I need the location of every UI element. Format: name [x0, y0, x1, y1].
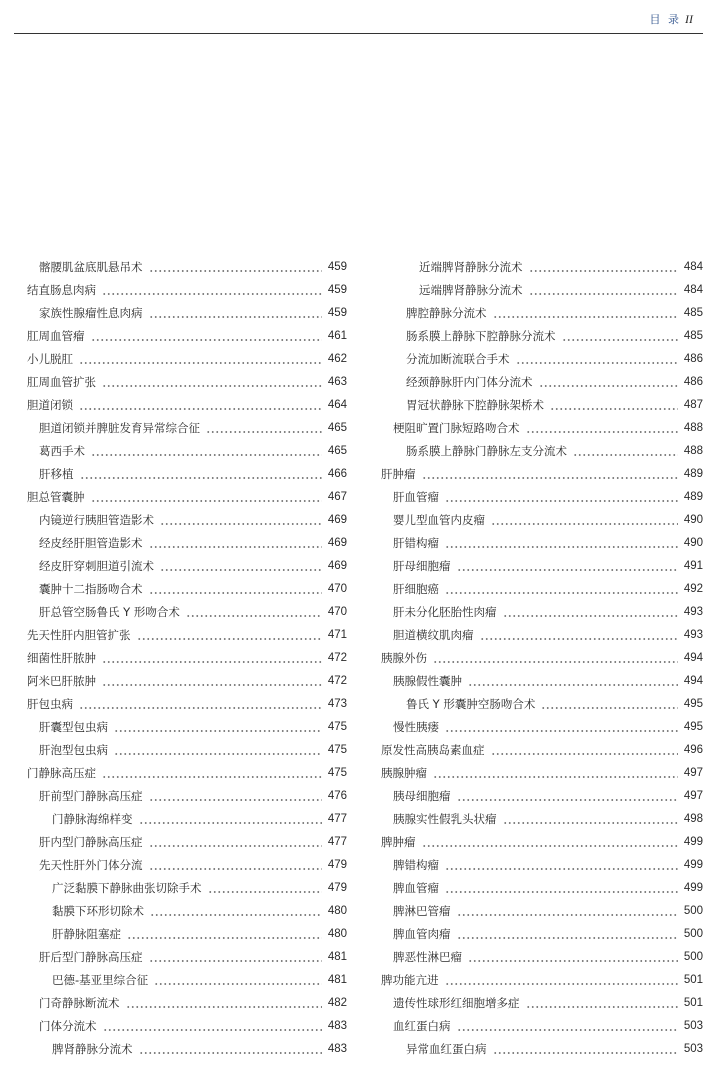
dot-leader [433, 647, 678, 670]
toc-entry-page: 481 [327, 974, 347, 986]
dot-leader [91, 486, 322, 509]
toc-entry-title: 肝囊型包虫病 [39, 720, 108, 734]
toc-entry-title: 远端脾肾静脉分流术 [419, 283, 523, 297]
toc-entry-title: 门静脉海绵样变 [52, 812, 133, 826]
toc-entry-page: 500 [683, 928, 703, 940]
toc-entry[interactable] [27, 923, 347, 946]
dot-leader [445, 486, 678, 509]
toc-entry[interactable] [27, 256, 347, 279]
toc-entry-page: 475 [327, 767, 347, 779]
dot-leader [139, 808, 322, 831]
toc-entry-title: 胰腺假性囊肿 [393, 674, 462, 688]
toc-entry-page: 493 [683, 629, 703, 641]
toc-entry[interactable] [27, 877, 347, 900]
toc-entry-title: 脾血管瘤 [393, 881, 439, 895]
toc-entry-title: 胃冠状静脉下腔静脉架桥术 [406, 398, 544, 412]
toc-entry-page: 472 [327, 675, 347, 687]
toc-entry-page: 476 [327, 790, 347, 802]
toc-entry-page: 499 [683, 859, 703, 871]
dot-leader [457, 785, 678, 808]
toc-entry-page: 488 [683, 422, 703, 434]
dot-leader [186, 601, 322, 624]
toc-entry[interactable] [381, 440, 703, 463]
toc-entry-page: 461 [327, 330, 347, 342]
toc-entry-title: 鲁氏 Y 形囊肿空肠吻合术 [406, 697, 536, 711]
toc-entry-title: 肝血管瘤 [393, 490, 439, 504]
toc-entry-page: 497 [683, 767, 703, 779]
dot-leader [445, 969, 678, 992]
section-title: 目 录 [649, 13, 681, 26]
toc-entry-title: 肠系膜上静脉下腔静脉分流术 [406, 329, 556, 343]
dot-leader [445, 877, 678, 900]
dot-leader [149, 302, 322, 325]
dot-leader [139, 1038, 322, 1061]
dot-leader [149, 785, 322, 808]
toc-entry-page: 479 [327, 859, 347, 871]
toc-entry[interactable] [27, 394, 347, 417]
toc-entry[interactable] [381, 946, 703, 969]
dot-leader [126, 992, 322, 1015]
toc-entry-page: 493 [683, 606, 703, 618]
dot-leader [160, 555, 322, 578]
toc-entry-page: 470 [327, 583, 347, 595]
toc-entry-page: 503 [683, 1043, 703, 1055]
toc-entry[interactable] [381, 693, 703, 716]
toc-entry-page: 462 [327, 353, 347, 365]
dot-leader [503, 808, 678, 831]
toc-entry-page: 491 [683, 560, 703, 572]
toc-entry[interactable] [27, 532, 347, 555]
toc-entry-title: 胰母细胞瘤 [393, 789, 451, 803]
toc-entry[interactable] [27, 325, 347, 348]
toc-entry-title: 肝肿瘤 [381, 467, 416, 481]
toc-entry-page: 497 [683, 790, 703, 802]
toc-entry-title: 广泛黏膜下静脉曲张切除手术 [52, 881, 202, 895]
toc-entry-title: 内镜逆行胰胆管造影术 [39, 513, 154, 527]
toc-entry-page: 465 [327, 445, 347, 457]
toc-entry[interactable] [27, 348, 347, 371]
toc-entry-page: 459 [327, 284, 347, 296]
toc-entry-page: 498 [683, 813, 703, 825]
toc-entry[interactable] [381, 601, 703, 624]
toc-entry-page: 481 [327, 951, 347, 963]
toc-entry-title: 葛西手术 [39, 444, 85, 458]
toc-entry-page: 484 [683, 284, 703, 296]
toc-entry-page: 470 [327, 606, 347, 618]
toc-entry[interactable] [27, 624, 347, 647]
dot-leader [526, 417, 678, 440]
toc-entry[interactable] [381, 647, 703, 670]
toc-entry-page: 496 [683, 744, 703, 756]
toc-entry-title: 胰腺肿瘤 [381, 766, 427, 780]
toc-entry-title: 慢性胰瘘 [393, 720, 439, 734]
toc-entry[interactable] [27, 854, 347, 877]
toc-entry-page: 492 [683, 583, 703, 595]
toc-entry-page: 494 [683, 675, 703, 687]
toc-entry-title: 肝包虫病 [27, 697, 73, 711]
toc-entry-page: 463 [327, 376, 347, 388]
dot-leader [526, 992, 678, 1015]
toc-entry-page: 480 [327, 928, 347, 940]
dot-leader [149, 831, 322, 854]
toc-entry[interactable] [381, 578, 703, 601]
dot-leader [468, 670, 678, 693]
dot-leader [550, 394, 678, 417]
toc-entry-title: 肝错构瘤 [393, 536, 439, 550]
running-header [650, 11, 694, 27]
dot-leader [137, 624, 322, 647]
toc-entry-page: 495 [683, 698, 703, 710]
toc-entry-title: 阿米巴肝脓肿 [27, 674, 96, 688]
dot-leader [206, 417, 322, 440]
toc-entry-page: 486 [683, 376, 703, 388]
toc-entry-page: 482 [327, 997, 347, 1009]
dot-leader [160, 509, 322, 532]
toc-entry-page: 485 [683, 330, 703, 342]
toc-entry-page: 499 [683, 882, 703, 894]
dot-leader [102, 279, 322, 302]
toc-entry-page: 495 [683, 721, 703, 733]
toc-entry-page: 472 [327, 652, 347, 664]
toc-entry-title: 先天性肝内胆管扩张 [27, 628, 131, 642]
dot-leader [516, 348, 678, 371]
dot-leader [79, 348, 322, 371]
toc-entry[interactable] [381, 923, 703, 946]
dot-leader [102, 762, 322, 785]
toc-entry[interactable] [27, 693, 347, 716]
toc-entry-title: 肝移植 [39, 467, 74, 481]
toc-entry[interactable] [27, 785, 347, 808]
toc-entry-title: 门静脉高压症 [27, 766, 96, 780]
dot-leader [541, 693, 677, 716]
toc-entry-title: 胆道横纹肌肉瘤 [393, 628, 474, 642]
toc-entry-page: 484 [683, 261, 703, 273]
dot-leader [91, 325, 322, 348]
toc-entry[interactable] [381, 555, 703, 578]
toc-entry-page: 488 [683, 445, 703, 457]
toc-entry-title: 髂腰肌盆底肌悬吊术 [39, 260, 143, 274]
toc-entry[interactable] [381, 785, 703, 808]
toc-entry-title: 肝静脉阻塞症 [52, 927, 121, 941]
toc-entry-page: 477 [327, 836, 347, 848]
toc-entry-title: 囊肿十二指肠吻合术 [39, 582, 143, 596]
dot-leader [103, 1015, 322, 1038]
toc-entry-page: 473 [327, 698, 347, 710]
dot-leader [468, 946, 678, 969]
toc-entry[interactable] [27, 900, 347, 923]
toc-entry-title: 异常血红蛋白病 [406, 1042, 487, 1056]
toc-entry-title: 原发性高胰岛素血症 [381, 743, 485, 757]
toc-left-column [27, 256, 347, 1061]
toc-entry-title: 脾血管肉瘤 [393, 927, 451, 941]
dot-leader [493, 302, 678, 325]
dot-leader [433, 762, 678, 785]
toc-entry[interactable] [381, 532, 703, 555]
dot-leader [529, 256, 678, 279]
toc-entry[interactable] [381, 762, 703, 785]
toc-entry-title: 肠系膜上静脉门静脉左支分流术 [406, 444, 567, 458]
toc-entry[interactable] [27, 463, 347, 486]
dot-leader [79, 394, 322, 417]
page-number: II [685, 12, 693, 26]
toc-entry-page: 471 [327, 629, 347, 641]
toc-entry-title: 结直肠息肉病 [27, 283, 96, 297]
dot-leader [539, 371, 678, 394]
toc-entry-page: 485 [683, 307, 703, 319]
dot-leader [114, 739, 322, 762]
dot-leader [149, 854, 322, 877]
dot-leader [445, 716, 678, 739]
toc-entry[interactable] [381, 969, 703, 992]
dot-leader [102, 371, 322, 394]
toc-entry[interactable] [27, 808, 347, 831]
toc-entry-page: 494 [683, 652, 703, 664]
header-rule [14, 33, 703, 34]
toc-entry-page: 464 [327, 399, 347, 411]
toc-entry[interactable] [27, 302, 347, 325]
toc-entry-title: 婴儿型血管内皮瘤 [393, 513, 485, 527]
toc-entry[interactable] [27, 509, 347, 532]
dot-leader [149, 946, 322, 969]
toc-entry[interactable] [27, 1015, 347, 1038]
toc-entry[interactable] [381, 854, 703, 877]
toc-entry-page: 499 [683, 836, 703, 848]
toc-entry-page: 489 [683, 468, 703, 480]
dot-leader [445, 578, 678, 601]
dot-leader [91, 440, 322, 463]
dot-leader [562, 325, 678, 348]
toc-entry[interactable] [381, 463, 703, 486]
toc-entry-page: 459 [327, 261, 347, 273]
toc-entry[interactable] [27, 762, 347, 785]
toc-entry-title: 经颈静脉肝内门体分流术 [406, 375, 533, 389]
toc-entry-page: 465 [327, 422, 347, 434]
dot-leader [445, 854, 678, 877]
dot-leader [573, 440, 678, 463]
dot-leader [422, 463, 678, 486]
dot-leader [114, 716, 322, 739]
dot-leader [154, 969, 322, 992]
dot-leader [529, 279, 678, 302]
toc-entry[interactable] [381, 992, 703, 1015]
dot-leader [208, 877, 322, 900]
toc-entry-title: 小儿脱肛 [27, 352, 73, 366]
toc-entry-page: 500 [683, 951, 703, 963]
toc-entry-title: 肛周血管扩张 [27, 375, 96, 389]
toc-entry-title: 黏膜下环形切除术 [52, 904, 144, 918]
dot-leader [493, 1038, 678, 1061]
toc-entry[interactable] [381, 1015, 703, 1038]
toc-entry[interactable] [381, 808, 703, 831]
toc-entry-page: 487 [683, 399, 703, 411]
toc-entry[interactable] [27, 969, 347, 992]
toc-entry[interactable] [27, 670, 347, 693]
toc-entry-page: 500 [683, 905, 703, 917]
dot-leader [102, 670, 322, 693]
toc-entry-title: 肝内型门静脉高压症 [39, 835, 143, 849]
toc-right-column [381, 256, 703, 1061]
toc-entry[interactable] [381, 486, 703, 509]
toc-entry[interactable] [27, 739, 347, 762]
toc-entry-title: 肝泡型包虫病 [39, 743, 108, 757]
toc-entry-title: 细菌性肝脓肿 [27, 651, 96, 665]
toc-entry[interactable] [381, 256, 703, 279]
dot-leader [102, 647, 322, 670]
dot-leader [422, 831, 678, 854]
toc-entry[interactable] [27, 946, 347, 969]
toc-entry-title: 巴德-基亚里综合征 [52, 973, 149, 987]
toc-entry-title: 脾肿瘤 [381, 835, 416, 849]
toc-entry-page: 480 [327, 905, 347, 917]
dot-leader [457, 923, 678, 946]
toc-entry-page: 469 [327, 514, 347, 526]
dot-leader [127, 923, 322, 946]
toc-entry-title: 胆总管囊肿 [27, 490, 85, 504]
toc-entry[interactable] [27, 992, 347, 1015]
toc-entry-page: 466 [327, 468, 347, 480]
toc-entry[interactable] [27, 578, 347, 601]
toc-entry[interactable] [381, 624, 703, 647]
toc-entry-title: 肝后型门静脉高压症 [39, 950, 143, 964]
toc-entry-title: 经皮经肝胆管造影术 [39, 536, 143, 550]
dot-leader [457, 900, 678, 923]
dot-leader [491, 509, 678, 532]
toc-entry-page: 475 [327, 721, 347, 733]
dot-leader [457, 555, 678, 578]
toc-entry[interactable] [27, 647, 347, 670]
toc-entry-title: 近端脾肾静脉分流术 [419, 260, 523, 274]
toc-entry-title: 胆道闭锁并脾脏发育异常综合征 [39, 421, 200, 435]
toc-entry-page: 489 [683, 491, 703, 503]
toc-entry-title: 先天性肝外门体分流 [39, 858, 143, 872]
toc-entry-page: 490 [683, 537, 703, 549]
dot-leader [491, 739, 678, 762]
toc-entry[interactable] [381, 417, 703, 440]
toc-entry-page: 486 [683, 353, 703, 365]
toc-entry[interactable] [27, 486, 347, 509]
toc-entry-title: 脾功能亢进 [381, 973, 439, 987]
toc-entry[interactable] [27, 601, 347, 624]
toc-entry[interactable] [381, 900, 703, 923]
toc-entry[interactable] [27, 716, 347, 739]
toc-entry-page: 469 [327, 560, 347, 572]
dot-leader [149, 532, 322, 555]
toc-entry[interactable] [27, 371, 347, 394]
toc-entry-title: 分流加断流联合手术 [406, 352, 510, 366]
toc-entry-title: 胰腺实性假乳头状瘤 [393, 812, 497, 826]
toc-entry-title: 肝细胞癌 [393, 582, 439, 596]
dot-leader [80, 463, 322, 486]
toc-entry-title: 肝母细胞瘤 [393, 559, 451, 573]
toc-entry-title: 肝未分化胚胎性肉瘤 [393, 605, 497, 619]
toc-entry-page: 475 [327, 744, 347, 756]
toc-entry-title: 脾恶性淋巴瘤 [393, 950, 462, 964]
toc-entry-title: 血红蛋白病 [393, 1019, 451, 1033]
toc-entry-title: 胰腺外伤 [381, 651, 427, 665]
dot-leader [457, 1015, 678, 1038]
page-header [0, 0, 717, 34]
toc-entry-title: 梗阻旷置门脉短路吻合术 [393, 421, 520, 435]
dot-leader [149, 578, 322, 601]
toc-entry[interactable] [381, 348, 703, 371]
toc-entry-page: 501 [683, 974, 703, 986]
toc-entry-title: 肝总管空肠鲁氏 Y 形吻合术 [39, 605, 180, 619]
toc-entry-title: 遗传性球形红细胞增多症 [393, 996, 520, 1010]
toc-entry[interactable] [27, 440, 347, 463]
toc-entry[interactable] [27, 831, 347, 854]
toc-entry-page: 490 [683, 514, 703, 526]
toc-entry[interactable] [381, 371, 703, 394]
toc-entry-title: 脾腔静脉分流术 [406, 306, 487, 320]
toc-entry[interactable] [381, 509, 703, 532]
toc-entry-title: 经皮肝穿刺胆道引流术 [39, 559, 154, 573]
toc-entry[interactable] [381, 394, 703, 417]
toc-entry-page: 483 [327, 1043, 347, 1055]
toc-entry[interactable] [381, 1038, 703, 1061]
toc-entry[interactable] [381, 279, 703, 302]
toc-entry-page: 459 [327, 307, 347, 319]
toc-entry[interactable] [381, 325, 703, 348]
toc-entry[interactable] [27, 279, 347, 302]
toc-entry-title: 家族性腺瘤性息肉病 [39, 306, 143, 320]
toc-entry[interactable] [381, 739, 703, 762]
toc-entry-page: 467 [327, 491, 347, 503]
toc-entry[interactable] [27, 1038, 347, 1061]
toc-entry[interactable] [27, 417, 347, 440]
toc-entry[interactable] [381, 716, 703, 739]
toc-entry-title: 脾错构瘤 [393, 858, 439, 872]
toc-entry-title: 门体分流术 [39, 1019, 97, 1033]
toc-entry-page: 501 [683, 997, 703, 1009]
toc-entry-page: 483 [327, 1020, 347, 1032]
toc-entry[interactable] [381, 877, 703, 900]
toc-entry-title: 脾淋巴管瘤 [393, 904, 451, 918]
toc-entry-page: 469 [327, 537, 347, 549]
toc-entry-page: 479 [327, 882, 347, 894]
dot-leader [445, 532, 678, 555]
dot-leader [480, 624, 678, 647]
toc-entry[interactable] [381, 831, 703, 854]
dot-leader [149, 256, 322, 279]
dot-leader [503, 601, 678, 624]
dot-leader [79, 693, 322, 716]
toc-entry[interactable] [381, 302, 703, 325]
toc-entry-page: 503 [683, 1020, 703, 1032]
toc-entry-page: 477 [327, 813, 347, 825]
dot-leader [150, 900, 322, 923]
toc-entry-title: 肝前型门静脉高压症 [39, 789, 143, 803]
toc-entry-title: 胆道闭锁 [27, 398, 73, 412]
toc-entry[interactable] [27, 555, 347, 578]
toc-entry-title: 肛周血管瘤 [27, 329, 85, 343]
toc-entry-title: 门奇静脉断流术 [39, 996, 120, 1010]
toc-entry-title: 脾肾静脉分流术 [52, 1042, 133, 1056]
toc-entry[interactable] [381, 670, 703, 693]
